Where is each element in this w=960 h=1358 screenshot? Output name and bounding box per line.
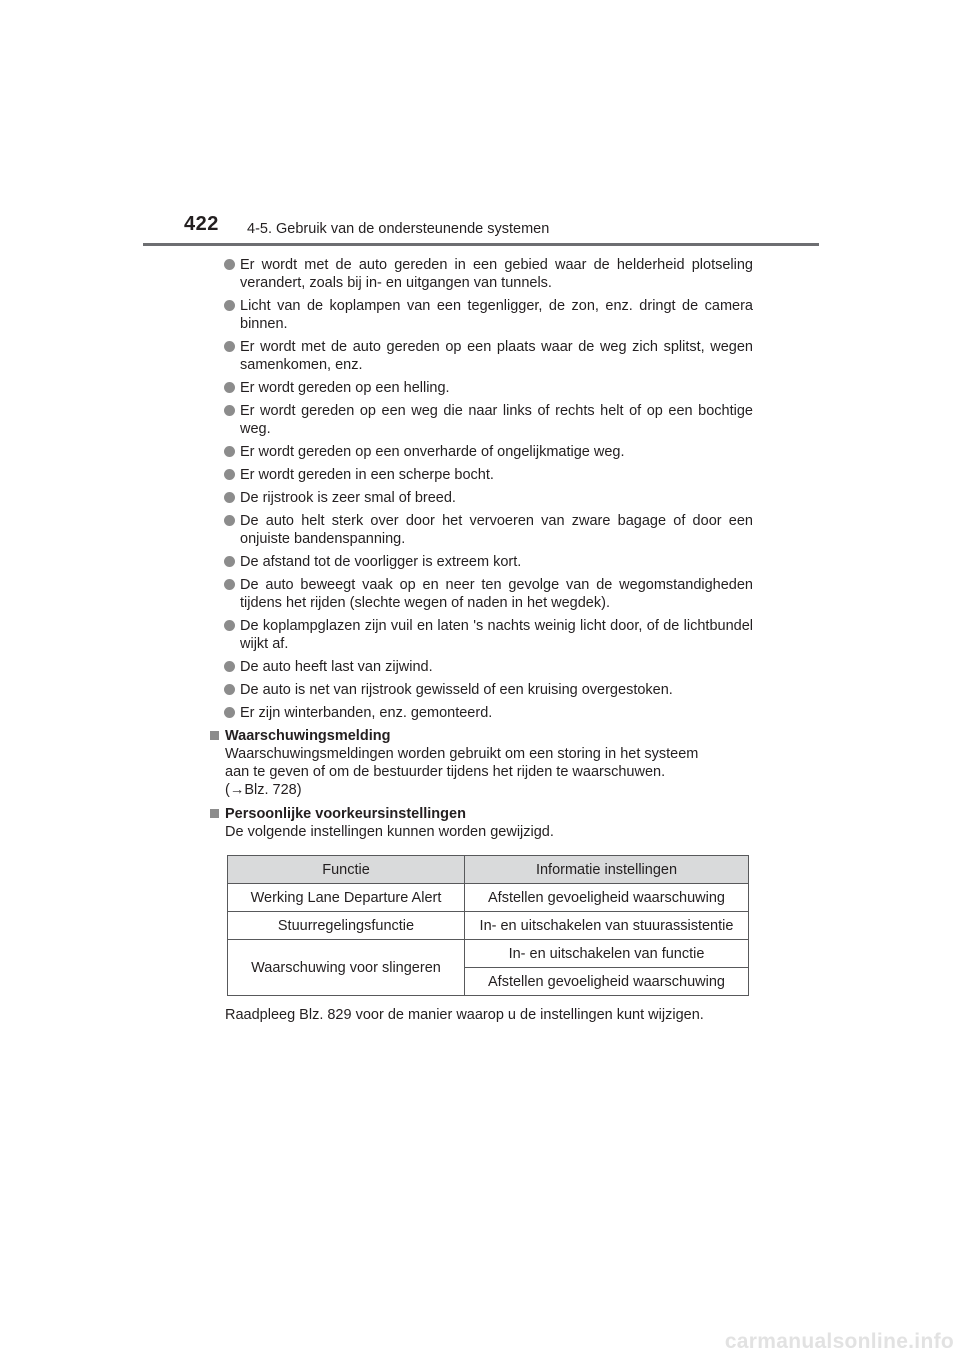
bullet-icon [224,579,235,590]
info-cell: In- en uitschakelen van stuurassistentie [465,912,749,940]
list-item [207,402,753,438]
list-item-text: De auto is net van rijstrook gewisseld of een kruising overgestoken. [240,682,673,698]
bullet-icon [224,620,235,631]
list-item-text: De koplampglazen zijn vuil en laten 's nachts weinig licht door, of de lichtbundel wijkt af. [240,618,753,652]
square-bullet-icon [210,731,219,740]
list-item [207,379,753,397]
list-item [207,576,753,612]
list-item-text: Er wordt met de auto gereden op een plaats waar de weg zich splitst, wegen samenkomen, enz. [240,339,753,373]
warning-paragraph [207,745,753,799]
preferences-heading [207,805,753,823]
bullet-icon [224,446,235,457]
info-cell: Afstellen gevoeligheid waarschuwing [465,884,749,912]
page-number: 422 [184,213,219,235]
page-content [207,256,753,1024]
list-item [207,658,753,676]
preferences-heading-text: Persoonlijke voorkeursinstellingen [225,806,466,822]
list-item-text: Er wordt gereden op een helling. [240,380,450,396]
preferences-intro: De volgende instellingen kunnen worden gewijzigd. [225,824,554,840]
list-item-text: De afstand tot de voorligger is extreem kort. [240,554,522,570]
list-item [207,681,753,699]
function-cell: Werking Lane Departure Alert [228,884,465,912]
list-item-text: Er zijn winterbanden, enz. gemonteerd. [240,705,493,721]
watermark: carmanualsonline.info [724,1330,954,1353]
column-header-function: Functie [228,856,465,884]
list-item-text: De auto beweegt vaak op en neer ten gevolge van de wegomstandigheden tijdens het rijden (slechte wegen of naden in het wegdek). [240,577,753,611]
list-item-text: Er wordt met de auto gereden in een gebied waar de helderheid plotseling verandert, zoals bij in- en uitgangen van tunnels. [240,257,753,291]
square-bullet-icon [210,809,219,818]
list-item [207,553,753,571]
bullet-icon [224,556,235,567]
list-item-text: Licht van de koplampen van een tegenligger, de zon, enz. dringt de camera binnen. [240,298,753,332]
bullet-icon [224,300,235,311]
warning-heading-text: Waarschuwingsmelding [225,728,391,744]
list-item [207,617,753,653]
list-item [207,338,753,374]
list-item [207,256,753,292]
page-reference: (→Blz. 728) [225,782,302,798]
table-row [228,940,749,968]
warning-heading [207,727,753,745]
settings-footer-note: Raadpleeg Blz. 829 voor de manier waarop u de instellingen kunt wijzigen. [225,1007,704,1023]
warning-line: Waarschuwingsmeldingen worden gebruikt om een storing in het systeem [225,746,699,762]
column-header-info: Informatie instellingen [465,856,749,884]
page-header [0,0,960,250]
list-item [207,512,753,548]
warning-line: aan te geven of om de bestuurder tijdens het rijden te waarschuwen. [225,764,666,780]
list-item [207,443,753,461]
list-item-text: Er wordt gereden op een onverharde of ongelijkmatige weg. [240,444,625,460]
settings-table [227,855,749,996]
list-item [207,466,753,484]
bullet-icon [224,469,235,480]
bullet-icon [224,405,235,416]
condition-list [207,256,753,722]
bullet-icon [224,259,235,270]
list-item [207,704,753,722]
bullet-icon [224,661,235,672]
table-row [228,912,749,940]
list-item-text: Er wordt gereden in een scherpe bocht. [240,467,494,483]
list-item-text: De auto helt sterk over door het vervoeren van zware bagage of door een onjuiste bandenspanning. [240,513,753,547]
list-item-text: De auto heeft last van zijwind. [240,659,433,675]
list-item-text: Er wordt gereden op een weg die naar links of rechts helt of op een bochtige weg. [240,403,753,437]
list-item-text: De rijstrook is zeer smal of breed. [240,490,456,506]
info-cell: Afstellen gevoeligheid waarschuwing [465,968,749,996]
info-cell: In- en uitschakelen van functie [465,940,749,968]
bullet-icon [224,341,235,352]
section-title: 4-5. Gebruik van de ondersteunende systemen [247,221,550,237]
bullet-icon [224,515,235,526]
table-header-row [228,856,749,884]
bullet-icon [224,382,235,393]
table-row [228,884,749,912]
function-cell: Waarschuwing voor slingeren [228,940,465,996]
bullet-icon [224,492,235,503]
header-divider [143,243,819,246]
bullet-icon [224,684,235,695]
list-item [207,489,753,507]
function-cell: Stuurregelingsfunctie [228,912,465,940]
list-item [207,297,753,333]
bullet-icon [224,707,235,718]
